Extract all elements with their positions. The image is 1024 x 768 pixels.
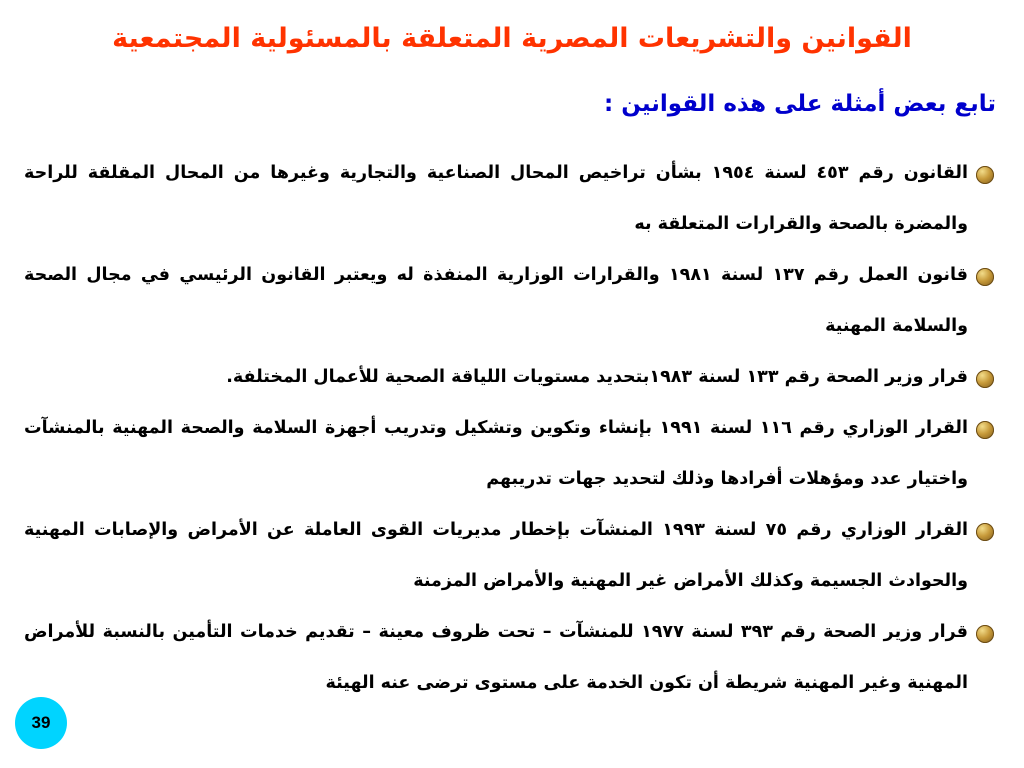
- slide-subtitle: تابع بعض أمثلة على هذه القوانين :: [604, 91, 996, 117]
- bullet-text: القرار الوزاري رقم ١١٦ لسنة ١٩٩١ بإنشاء وتكوين وتشكيل وتدريب أجهزة السلامة والصحة المهنية بالمنشآت واختيار عدد ومؤهلات أفرادها وذلك لتحديد جهات تدريبهم: [24, 418, 969, 489]
- gold-bullet-icon: [976, 421, 994, 439]
- gold-bullet-icon: [976, 268, 994, 286]
- bullet-item-4: [24, 403, 996, 505]
- bullet-item-2: [24, 250, 996, 352]
- bullet-text: القانون رقم ٤٥٣ لسنة ١٩٥٤ بشأن تراخيص المحال الصناعية والتجارية وغيرها من المحال المقلقة للراحة والمضرة بالصحة والقرارات المتعلقة به: [24, 163, 968, 234]
- bullet-item-3: [24, 352, 996, 403]
- gold-bullet-icon: [976, 166, 994, 184]
- bullet-text: قانون العمل رقم ١٣٧ لسنة ١٩٨١ والقرارات الوزارية المنفذة له ويعتبر القانون الرئيسي في مجال الصحة والسلامة المهنية: [24, 265, 968, 336]
- bullet-item-6: [24, 607, 996, 709]
- bullet-text: قرار وزير الصحة رقم ١٣٣ لسنة ١٩٨٣بتحديد مستويات اللياقة الصحية للأعمال المختلفة.: [226, 367, 968, 387]
- bullet-list: [24, 148, 996, 709]
- slide-title: القوانين والتشريعات المصرية المتعلقة بالمسئولية المجتمعية: [112, 23, 912, 54]
- gold-bullet-icon: [976, 625, 994, 643]
- bullet-text: القرار الوزاري رقم ٧٥ لسنة ١٩٩٣ المنشآت بإخطار مديريات القوى العاملة عن الأمراض والإصابات المهنية والحوادث الجسيمة وكذلك الأمراض غير المهنية والأمراض المزمنة: [24, 520, 969, 591]
- gold-bullet-icon: [976, 523, 994, 541]
- bullet-item-5: [24, 505, 996, 607]
- page-number-badge: 39: [15, 697, 67, 749]
- bullet-item-1: [24, 148, 996, 250]
- gold-bullet-icon: [976, 370, 994, 388]
- bullet-text: قرار وزير الصحة رقم ٣٩٣ لسنة ١٩٧٧ للمنشآت – تحت ظروف معينة – تقديم خدمات التأمين بالنسبة للأمراض المهنية وغير المهنية شريطة أن تكون الخدمة على مستوى ترضى عنه الهيئة: [24, 622, 968, 693]
